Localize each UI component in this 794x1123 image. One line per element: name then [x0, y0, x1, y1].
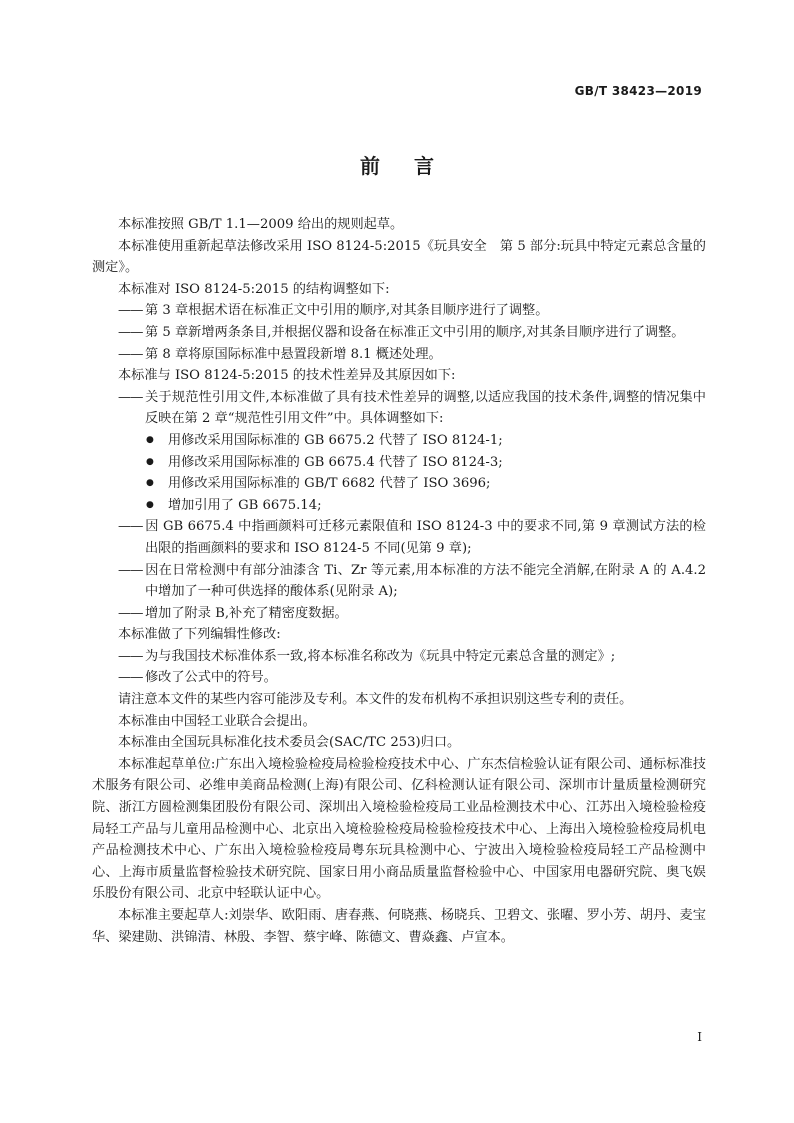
paragraph: 本标准使用重新起草法修改采用 ISO 8124-5:2015《玩具安全 第 5 部分:玩具中特定元素总含量的测定》。	[92, 238, 706, 276]
bullet-item: ● 增加引用了 GB 6675.14;	[92, 495, 706, 517]
dash-mark: ——	[118, 562, 143, 578]
dash-item	[92, 300, 706, 322]
page-title: 前言	[360, 154, 468, 178]
paragraph: 本标准由全国玩具标准化技术委员会(SAC/TC 253)归口。	[118, 735, 461, 751]
paragraph: 本标准与 ISO 8124-5:2015 的技术性差异及其原因如下:	[118, 368, 456, 384]
dash-item	[92, 560, 706, 603]
dash-item-text: 第 8 章将原国际标准中悬置段新增 8.1 概述处理。	[145, 346, 442, 362]
dash-item	[92, 646, 706, 668]
dash-mark: ——	[118, 605, 143, 621]
dash-item	[92, 516, 706, 559]
dash-mark: ——	[118, 519, 143, 535]
dash-item	[92, 603, 706, 625]
document-body	[92, 214, 706, 948]
bullet-item: ● 用修改采用国际标准的 GB 6675.2 代替了 ISO 8124-1;	[92, 430, 706, 452]
dash-item	[92, 667, 706, 689]
dash-item-text: 关于规范性引用文件,本标准做了具有技术性差异的调整,以适应我国的技术条件,调整的情况集中反映在第 2 章“规范性引用文件”中。具体调整如下:	[145, 389, 706, 427]
dash-item	[92, 344, 706, 366]
dash-mark: ——	[118, 303, 143, 319]
dash-item-text: 第 3 章根据术语在标准正文中引用的顺序,对其条目顺序进行了调整。	[145, 303, 549, 319]
standard-code: GB/T 38423—2019	[574, 84, 702, 98]
bullet-item: ● 用修改采用国际标准的 GB 6675.4 代替了 ISO 8124-3;	[92, 452, 706, 474]
dash-mark: ——	[118, 324, 143, 340]
dash-item	[92, 387, 706, 430]
paragraph: 本标准对 ISO 8124-5:2015 的结构调整如下:	[118, 281, 390, 297]
dash-item	[92, 322, 706, 344]
dash-item-text: 为与我国技术标准体系一致,将本标准名称改为《玩具中特定元素总含量的测定》;	[145, 648, 616, 664]
paragraph: 本标准由中国轻工业联合会提出。	[118, 713, 316, 729]
dash-item-text: 因 GB 6675.4 中指画颜料可迁移元素限值和 ISO 8124-3 中的要求不同,第 9 章测试方法的检出限的指画颜料的要求和 ISO 8124-5 不同(见第 9 章);	[145, 519, 706, 556]
dash-item-text: 修改了公式中的符号。	[145, 670, 277, 686]
paragraph: 本标准按照 GB/T 1.1—2009 给出的规则起草。	[118, 217, 404, 232]
dash-mark: ——	[118, 346, 143, 362]
dash-item-text: 因在日常检测中有部分油漆含 Ti、Zr 等元素,用本标准的方法不能完全消解,在附录 A 的 A.4.2中增加了一种可供选择的酸体系(见附录 A);	[145, 562, 706, 600]
paragraph: 本标准主要起草人:刘崇华、欧阳雨、唐春燕、何晓燕、杨晓兵、卫碧文、张曜、罗小芳、胡丹、麦宝华、梁建勋、洪锦清、林殷、李智、蔡宇峰、陈德文、曹焱鑫、卢宣本。	[92, 908, 706, 945]
paragraph: 请注意本文件的某些内容可能涉及专利。本文件的发布机构不承担识别这些专利的责任。	[118, 692, 633, 708]
bullet-item: ● 用修改采用国际标准的 GB/T 6682 代替了 ISO 3696;	[92, 473, 706, 495]
dash-mark: ——	[118, 389, 143, 405]
paragraph: 本标准起草单位:广东出入境检验检疫局检验检疫技术中心、广东杰信检验认证有限公司、通标标准技术服务有限公司、必维申美商品检测(上海)有限公司、亿科检测认证有限公司、深圳市计量质量检测研究院、浙江方圆检测集团股份有限公司、深圳出入境检验检疫局工业品检测技术中心、江苏出入境检验检疫局轻工产品与儿童用品检测中心、北京出入境检验检疫局检验检疫技术中心、上海出入境检验检疫局机电产品检测技术中心、广东出入境检验检疫局粤东玩具检测中心、宁波出入境检验检疫局轻工产品检测中心、上海市质量监督检验技术研究院、国家日用小商品质量监督检验中心、中国家用电器研究院、奥飞娱乐股份有限公司、北京中轻联认证中心。	[92, 756, 706, 902]
paragraph: 本标准做了下列编辑性修改:	[118, 627, 281, 643]
dash-item-text: 第 5 章新增两条条目,并根据仪器和设备在标准正文中引用的顺序,对其条目顺序进行了调整。	[145, 324, 685, 340]
dash-mark: ——	[118, 670, 143, 686]
dash-mark: ——	[118, 648, 143, 664]
page-number: I	[697, 1030, 702, 1044]
dash-item-text: 增加了附录 B,补充了精密度数据。	[145, 605, 348, 621]
